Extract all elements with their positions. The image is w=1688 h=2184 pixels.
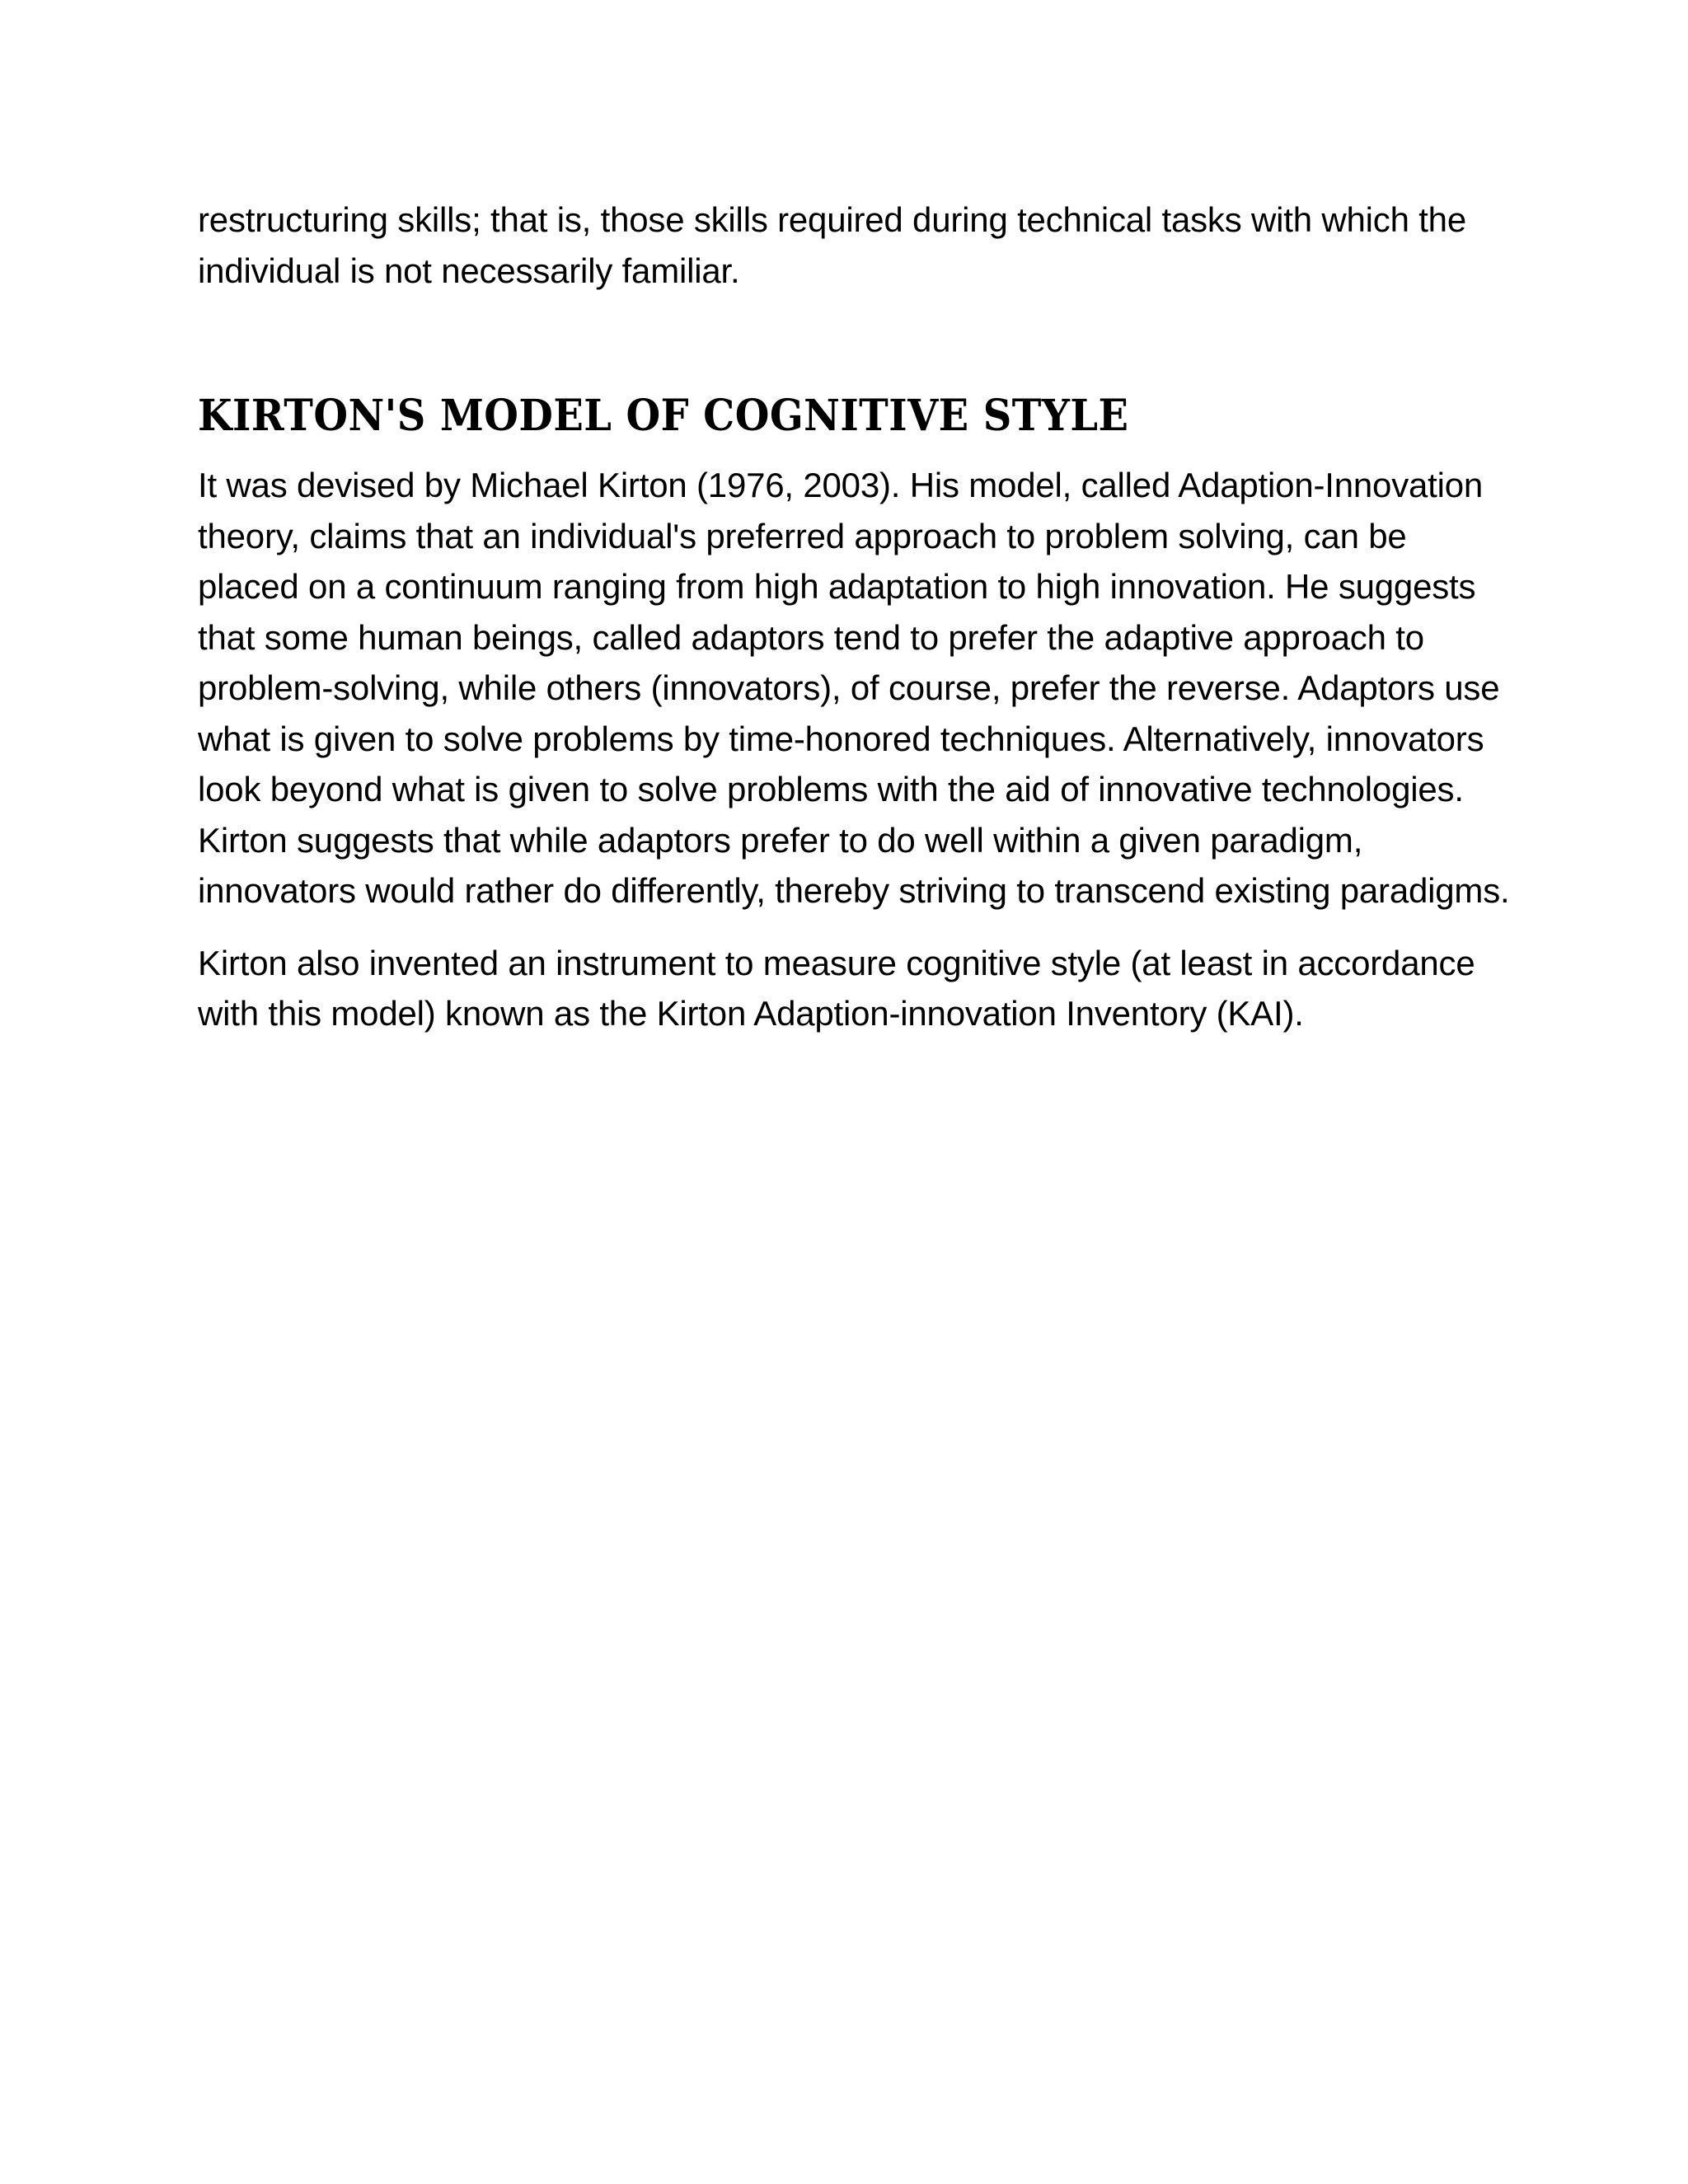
page-content: [198, 194, 1517, 1039]
continuation-paragraph: restructuring skills; that is, those skills required during technical tasks with which the individual is not necessarily familiar.: [198, 200, 1466, 290]
section-heading: KIRTON'S MODEL OF COGNITIVE STYLE: [198, 391, 1129, 441]
body-paragraph: It was devised by Michael Kirton (1976, 2003). His model, called Adaption-Innovation theory, claims that an individual's preferred approach to problem solving, can be placed on a continuum ranging from high adaptation to high innovation. He suggests that some human beings, called adaptors tend to prefer the adaptive approach to problem-solving, while others (innovators), of course, prefer the reverse. Adaptors use what is given to solve problems by time-honored techniques. Alternatively, innovators look beyond what is given to solve problems with the aid of innovative technologies. Kirton suggests that while adaptors prefer to do well within a given paradigm, innovators would rather do differently, thereby striving to transcend existing paradigms.: [198, 466, 1510, 910]
body-paragraph: Kirton also invented an instrument to measure cognitive style (at least in accordance with this model) known as the Kirton Adaption-innovation Inventory (KAI).: [198, 943, 1475, 1033]
